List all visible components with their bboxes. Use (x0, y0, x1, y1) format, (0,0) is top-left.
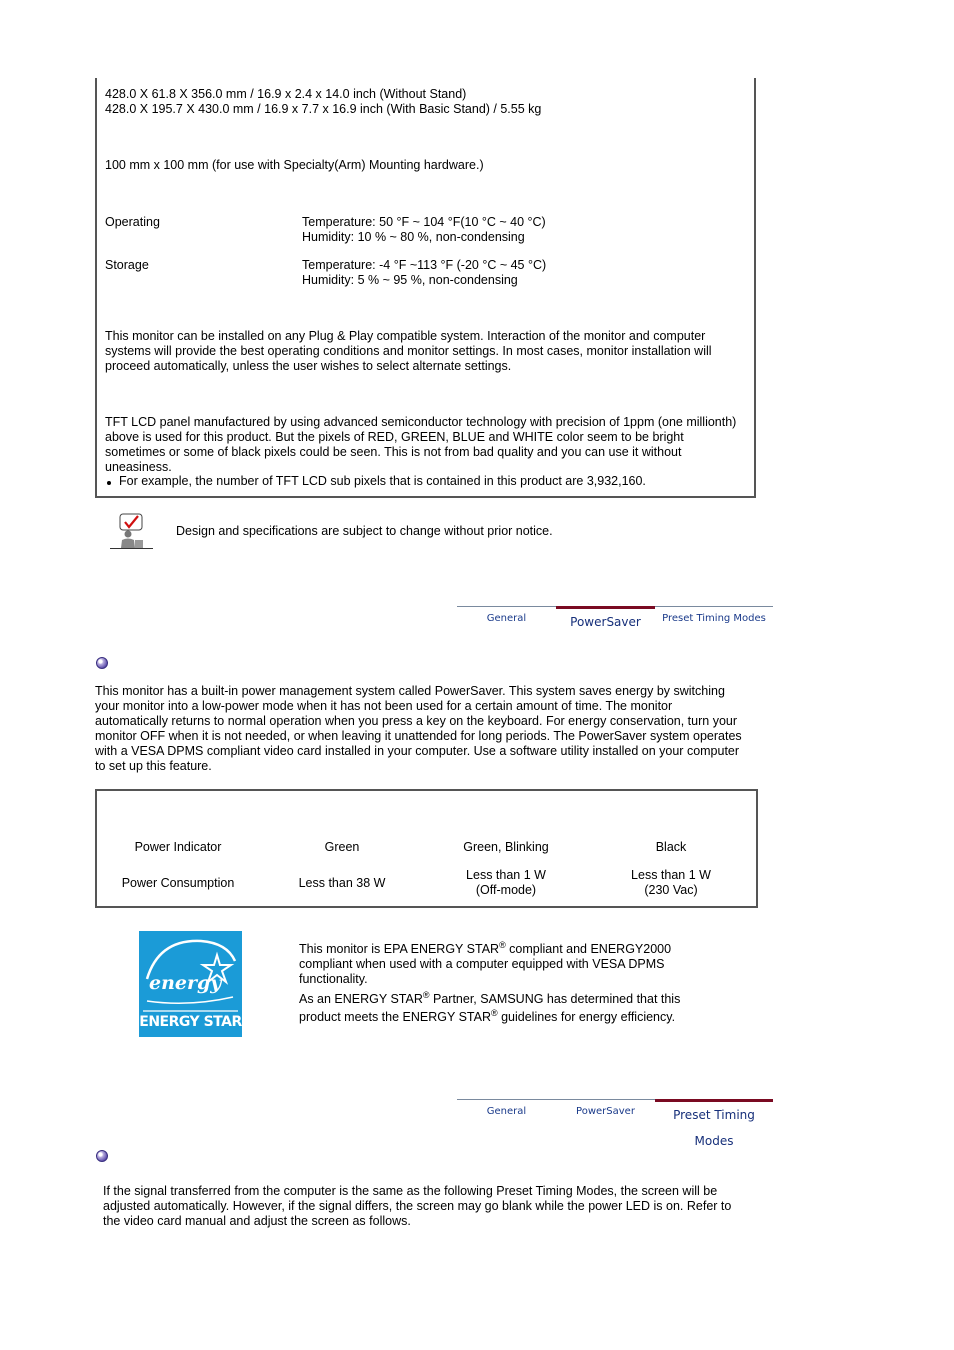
energy-star-logo (139, 931, 242, 1037)
dimensions-without-stand: 428.0 X 61.8 X 356.0 mm / 16.9 x 2.4 x 14.0 inch (Without Stand) (105, 87, 467, 101)
storage-humidity: Humidity: 5 % ~ 95 %, non-condensing (302, 273, 518, 287)
operating-label: Operating (105, 215, 160, 229)
table-cell: Less than 1 W (631, 868, 711, 882)
operating-humidity: Humidity: 10 % ~ 80 %, non-condensing (302, 230, 525, 244)
tab-preset-timing-modes[interactable]: Preset Timing Modes (655, 1099, 773, 1126)
tab-powersaver[interactable]: PowerSaver (556, 606, 655, 633)
table-cell: Power Consumption (121, 876, 235, 890)
tab-powersaver[interactable]: PowerSaver (556, 1099, 655, 1124)
section-bullet-icon (96, 1150, 108, 1162)
list-bullet (107, 481, 111, 485)
note-text: Design and specifications are subject to change without prior notice. (176, 524, 553, 538)
table-cell-sub: (230 Vac) (644, 883, 698, 897)
note-icon (108, 512, 154, 550)
storage-temperature: Temperature: -4 °F ~113 °F (-20 °C ~ 45 °C) (302, 258, 547, 272)
powersaver-intro: This monitor has a built-in power management system called PowerSaver. This system saves energy by switching your monitor into a low-power mode when it has not been used for a certain amount of time. The monitor automatically returns to normal operation when you press a key on the keyboard. For energy conservation, turn your monitor OFF when it is not needed, or when leaving it unattended for long periods. The PowerSaver system operates with a VESA DPMS compliant video card installed in your computer. Use a software utility installed on your computer to set up this feature. (95, 684, 742, 773)
plug-and-play-text: This monitor can be installed on any Plug & Play compatible system. Interaction of the monitor and computer systems will provide the best operating conditions and monitor settings. In most cases, monitor installation will proceed automatically, unless the user wishes to select alternate settings. (105, 329, 712, 373)
energy-star-logo-text: ENERGY STAR (139, 1014, 242, 1030)
dimensions-with-stand: 428.0 X 195.7 X 430.0 mm / 16.9 x 7.7 x 16.9 inch (With Basic Stand) / 5.55 kg (105, 102, 542, 116)
energy-star-paragraph-2: As an ENERGY STAR® Partner, SAMSUNG has determined that this product meets the ENERGY STAR® guidelines for energy efficiency. (299, 989, 681, 1024)
svg-text:energy: energy (149, 972, 222, 994)
tab-preset-timing-modes[interactable]: Preset Timing Modes (655, 606, 773, 631)
preset-intro: If the signal transferred from the computer is the same as the following Preset Timing Modes, the screen will be adjusted automatically. However, if the signal differs, the screen may go blank while the power LED is on. Refer to the video card manual and adjust the screen as follows. (103, 1184, 732, 1228)
table-cell: Less than 1 W (466, 868, 546, 882)
table-cell: Power Indicator (134, 840, 222, 854)
tab-general[interactable]: General (457, 606, 556, 631)
section-tabs-preset (457, 1099, 773, 1148)
tab-general[interactable]: General (457, 1099, 556, 1124)
pixel-example-text: For example, the number of TFT LCD sub pixels that is contained in this product are 3,932,160. (119, 474, 646, 488)
table-cell: Less than 38 W (298, 876, 386, 890)
pixel-policy-text: TFT LCD panel manufactured by using advanced semiconductor technology with precision of 1ppm (one millionth) above is used for this product. But the pixels of RED, GREEN, BLUE and WHITE color seem to be bright sometimes or some of black pixels could be seen. This is not from bad quality and you can use it without uneasiness. (105, 415, 737, 474)
storage-label: Storage (105, 258, 149, 272)
table-cell: Green, Blinking (463, 840, 549, 854)
table-cell: Black (655, 840, 687, 854)
table-cell-sub: (Off-mode) (475, 883, 537, 897)
energy-star-paragraph-1: This monitor is EPA ENERGY STAR® compliant and ENERGY2000 compliant when used with a computer equipped with VESA DPMS functionality. (299, 939, 672, 986)
operating-temperature: Temperature: 50 °F ~ 104 °F(10 °C ~ 40 °C) (302, 215, 546, 229)
table-cell: Green (324, 840, 360, 854)
section-tabs-powersaver (457, 606, 773, 630)
mounting-spec: 100 mm x 100 mm (for use with Specialty(Arm) Mounting hardware.) (105, 158, 484, 172)
section-bullet-icon (96, 657, 108, 669)
